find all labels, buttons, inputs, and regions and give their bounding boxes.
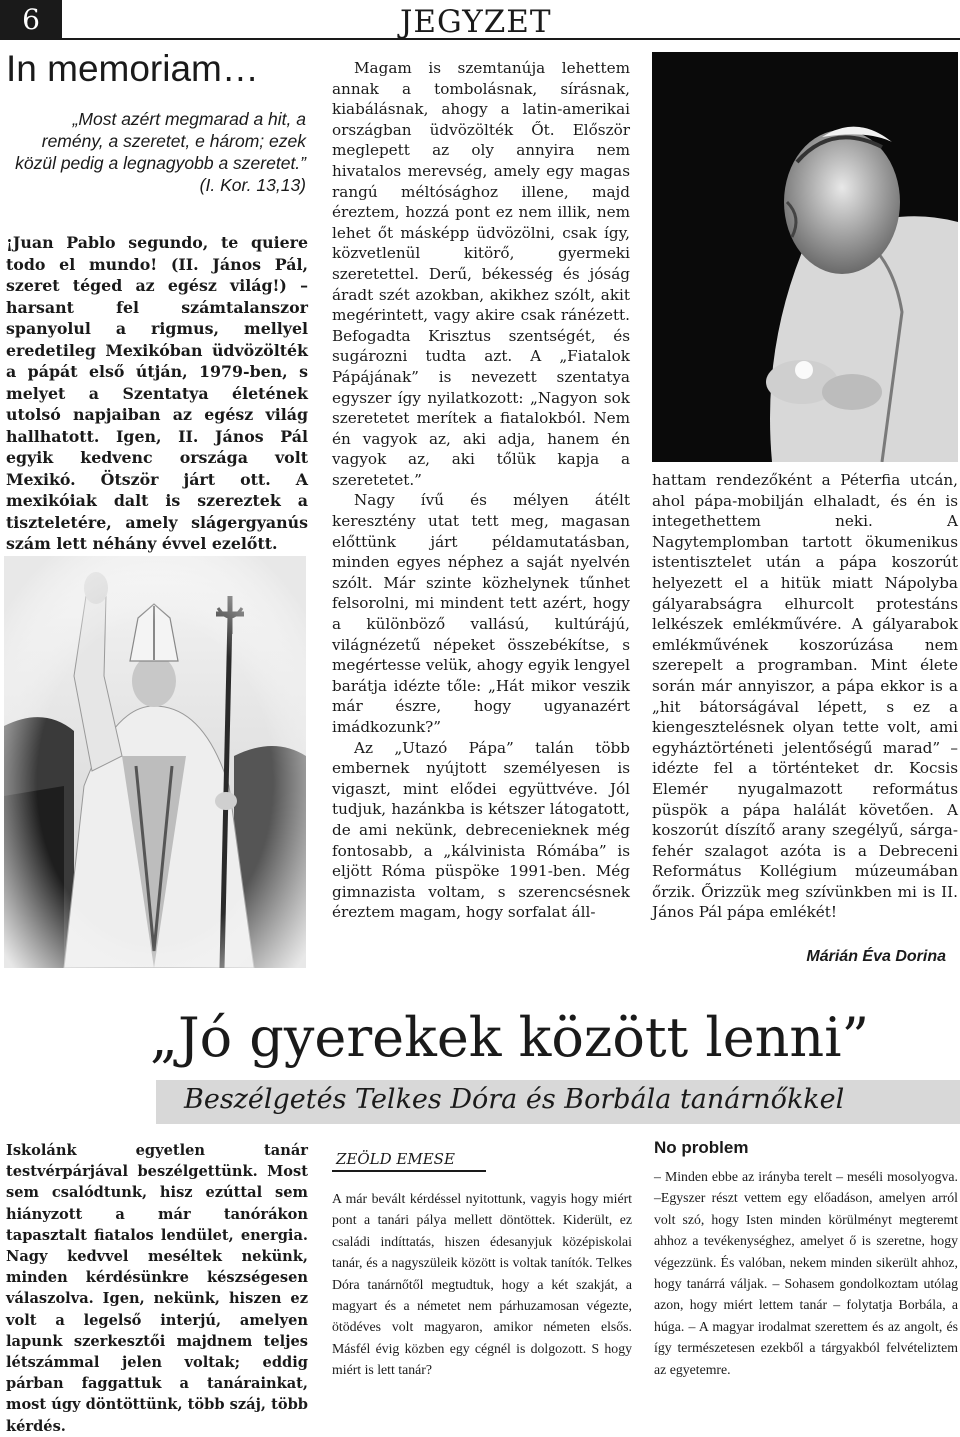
interview-subtitle: Beszélgetés Telkes Dóra és Borbála tanárnőkkel	[184, 1084, 845, 1115]
section-heading: JEGYZET	[400, 4, 552, 40]
body-paragraph: Nagy ívű és mélyen átélt keresztény utat tett meg, magasan előttünk járt példamutatásban, minden egyes néphez a saját nyelvén szólt. Már szinte közhelynek tűnhet felsorolni, mi mindent tett azért, hogy a különböző vallású, kultúrájú, világnézetű népeket összebékítse, s megértesse velük, ahogy egyik lengyel barátja idézte tőle: „Hát mikor veszik már észre, hogy ugyanazért imádkozunk?”	[332, 491, 630, 736]
body-paragraph: A már bevált kérdéssel nyitottunk, vagyis hogy miért pont a tanári pálya mellett döntöttek. Kiderült, ez családi indíttatás, hiszen édesanyjuk középiskolai tanár, és a nagyszüleik között is voltak tanítók. Telkes Dóra tanárnőtől megtudtuk, hogy a két szakját, a magyart és a németet nem párhuzamosan végezte, ötödéves volt magyaron, amikor németen elsős. Másfél évig közben egy cégnél is dolgozott. S hogy miért is lett tanár?	[332, 1191, 632, 1378]
article-lead: ¡Juan Pablo segundo, te quiere todo el mundo! (II. János Pál, szeret téged az egész világ!) – harsant fel számtalanszor spanyolul a rigmus, mellyel eredetileg Mexikóban üdvözölték a pápát első útján, 1979-ben, s melyet a Szentatya életének utolsó napjaiban az egész világ hallhatott. Igen, II. János Pál egyik kedvenc országa volt Mexikó. Ötször járt ott. A mexikóiak dalt is szereztek a tiszteletére, amely slágergyanús szám lett néhány évvel ezelőtt.	[6, 233, 308, 553]
body-paragraph: Magam is szemtanúja lehettem annak a tombolásnak, sírásnak, kiabálásnak, ahogy a latin-amerikai országban üdvözölték Őt. Először meglepett az oly annyira nem hivatalos merevség, amely egy magas rangú méltósághoz illene, majd éreztem, hozzá pont ez nem illik, nem lehet őt másképp üdvözölni, csak így, közvetlenül kitörő, gyermeki szeretettel. Derű, békesség és jóság áradt szét azokban, akikhez szólt, akit megérintett, vagy akire csak ránézett. Befogadta Krisztus szentségét, és sugározni tudta azt. A „Fiatalok Pápájának” is nevezett szentatya egyszer így nyilatkozott: „Nagyon sok szeretetet merítek a fiatalokból. Nem én vagyok az, aki adja, hanem én vagyok az, aki tőlük kapja a szeretetet.”	[332, 59, 630, 489]
interview-intro	[6, 1140, 308, 1437]
byline: ZEÖLD EMESE	[336, 1150, 455, 1168]
article-body-column-3	[652, 470, 958, 923]
epigraph-quote: „Most azért megmarad a hit, a remény, a szeretet, e három; ezek közül pedig a legnagyobb a szeretet.” (I. Kor. 13,13)	[15, 109, 306, 195]
body-paragraph: Az „Utazó Pápa” talán több embernek nyújtott személyesen is vigaszt, mint elődei együttvéve. Jól tudjuk, hazánkba is kétszer látogatott, de ami nekünk, debrecenieknek még fontosabb, a „kálvinista Rómába” is eljött Róma püspöke 1991-ben. Még gimnazista voltam, s szerencsésnek éreztem magam, hogy sorfalat áll-	[332, 738, 630, 922]
article-title: In memoriam…	[6, 48, 259, 89]
interview-title: „Jó gyerekek között lenni”	[150, 1006, 870, 1069]
article-body-column-2	[332, 58, 630, 923]
intro-paragraph: Iskolánk egyetlen tanár testvérpárjával beszélgettünk. Most sem csalódtunk, hisz ezúttal sem hiányzott a már tanórákon tapasztalt fiatalos lendület, energia. Nagy kedvvel meséltek nekünk, minden kérdésünkre készségesen válaszolva. Igen, nekünk, hiszen ez volt a legelső interjú, amelyen lapunk szerkesztői majdnem teljes létszámmal jelen voltak; eddig párban faggattuk a tanárainkat, most úgy döntöttünk, több száj, több kérdés.	[6, 1142, 308, 1435]
interview-body-column-3	[654, 1166, 958, 1380]
section-subheading: No problem	[654, 1138, 749, 1157]
author-signature: Márián Éva Dorina	[806, 948, 946, 965]
page-number: 6	[0, 0, 62, 40]
pope-waving-photo	[4, 556, 306, 968]
body-paragraph: hattam rendezőként a Péterfia utcán, ahol pápa-mobilján elhaladt, és én is integethettem neki. A Nagytemplomban tartott ökumenikus istentisztelet után a pápa koszorút helyezett el a hitük miatt Nápolyba gályarabságra elhurcolt protestáns lelkészek emlékművére. A gályarabok emlékművének koszorúzása nem szerepelt a programban. Mint élete során már annyiszor, a pápa ekkor is a „hit bátorságával lépett, s ez a kiengesztelésnek olyan tette volt, ami egyháztörténeti jelentőségű marad” – idézte fel a történteket dr. Kocsis Elemér nyugalmazott református püspök a pápa halálát követően. A koszorút díszítő arany szegélyű, sárga-fehér szalagot azóta is a Debreceni Református Kollégium múzeumában őrzik. Őrizzük meg szívünkben mi is II. János Pál pápa emlékét!	[652, 471, 958, 922]
body-paragraph: – Minden ebbe az irányba terelt – meséli mosolyogva. –Egyszer részt vettem egy előadáson, amelyen arról volt szó, hogy Isten minden körülményt megteremt ahhoz a tevékenységhez, amelyet ő is szeretne, hogy végezzünk. És valóban, nekem minden sikerült ahhoz, hogy tanárrá váljak. – Sohasem gondolkoztam utólag azon, hogy miért lettem tanár – folytatja Borbála, a húga. – A magyar irodalmat szerettem és az angolt, és így természetesen ezekből a tárgyakból felvételiztem az egyetemre.	[654, 1169, 958, 1377]
pope-profile-photo	[652, 52, 958, 462]
interview-body-column-2	[332, 1188, 632, 1381]
